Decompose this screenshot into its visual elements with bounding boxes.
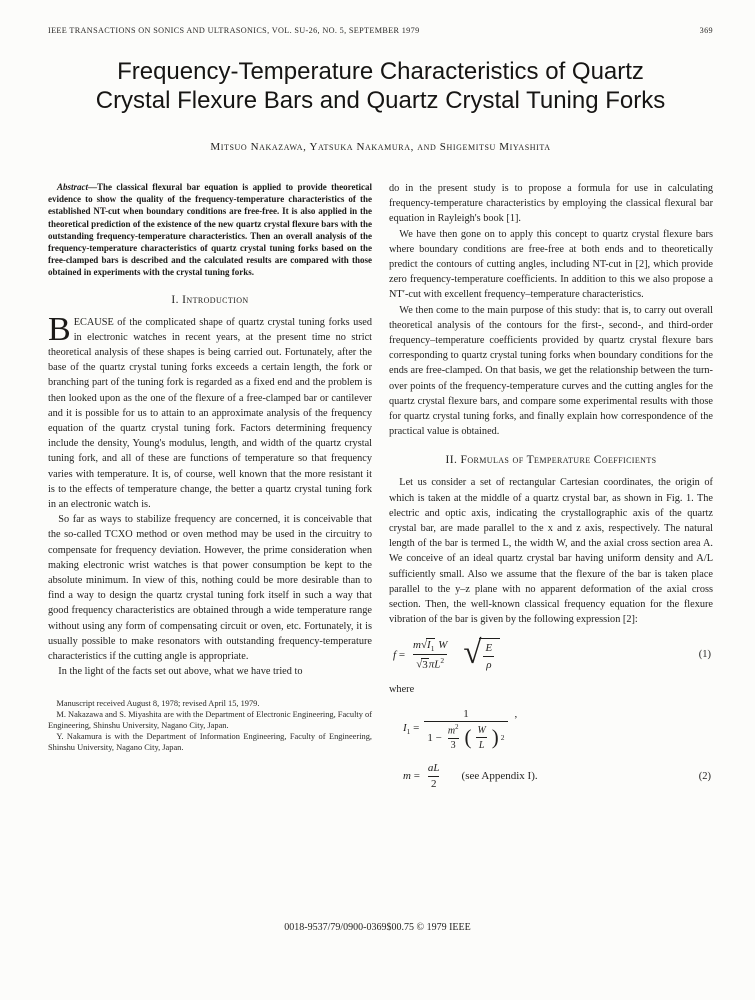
variable-I: I [427, 638, 431, 651]
equation-number: (1) [698, 648, 711, 660]
footnote-line: M. Nakazawa and S. Miyashita are with the Department of Electronic Engineering, Faculty of Engineering, Shinshu University, Nagano City, Japan. [48, 709, 372, 730]
equation-I1-fraction [424, 708, 507, 751]
intro-paragraph-1 [48, 310, 372, 513]
denominator-lead: 1 − [427, 731, 442, 744]
equation-I1 [393, 708, 713, 751]
equals-sign: = [413, 722, 420, 735]
column-left [48, 181, 372, 801]
radical-sign: √ [420, 638, 427, 651]
page-number: 369 [699, 26, 713, 35]
journal-title: IEEE TRANSACTIONS ON SONICS AND ULTRASONICS, VOL. SU-26, NO. 5, SEPTEMBER 1979 [48, 26, 420, 35]
equation-1-lhs [393, 649, 405, 661]
copyright-line: 0018-9537/79/0900-0369$00.75 © 1979 IEEE [284, 922, 471, 933]
footnote-line: Manuscript received August 8, 1978; revised April 15, 1979. [56, 698, 260, 708]
radicand-I1 [426, 638, 435, 651]
footnote-line: Y. Nakamura is with the Department of Information Engineering, Faculty of Engineering, Shinshu University, Nagano City, Japan. [48, 732, 372, 753]
section-heading-formulas: II. Formulas of Temperature Coefficients [445, 454, 657, 467]
variable-m: m [403, 770, 411, 783]
variable-L: L [478, 739, 485, 751]
variable-m: m [413, 638, 421, 651]
variable-I: I [403, 722, 407, 735]
m-squared-over-3 [445, 724, 462, 751]
right-paragraph-1: do in the present study is to propose a formula for use in calculating frequency-temperature characteristics by employing the classical flexural bar equation in Rayleigh's book [1]. [389, 183, 713, 225]
variable-f: f [393, 648, 397, 661]
equation-1-fraction [410, 639, 450, 671]
variable-piL: πL [428, 658, 441, 671]
intro-paragraph-1-text: ECAUSE of the complicated shape of quartz crystal tuning forks used in electronic watches in recent years, at the present time no strict theoretical analysis of these shapes is being carried out. Fortunately, after the base of the quartz crystal tuning forks exceeds a certain length, the fork or branching part of the tuning fork is regarded as a fixed end and the problem is then looked upon as the one of the flexure of a free-clamped bar or cantilever and it is possible for us to attain to an approximate analysis of the frequency equation of the quartz crystal tuning fork. Factors determining frequency include the density, Young's modulus, length, and width of the quartz crystal tuning fork, and all of these are functions of temperature so that frequency varies with temperature. It is, of course, well known that the more resistant it is to the effects of temperature change, the better a quartz crystal tuning fork in an electronic watch is. [48, 316, 372, 511]
dropcap-letter: B [48, 310, 71, 348]
denominator-3: 3 [448, 738, 459, 752]
right-paragraph-3: We then come to the main purpose of this study: that is, to carry out overall theoretical analysis of the contours for the first-, second-, and third-order frequency–temperature coefficients provided by quartz crystal flexure bars corresponding to quartz crystal tuning forks when boundary conditions for the ends are free-clamped. On that basis, we get the relationship between the turn-over points of the frequency-temperature curves and the cutting angles for the quartz crystal flexure bars, and compare some experimental results with those for quartz crystal tuning forks, and finally explain how correspondence of the practical value is obtained. [389, 304, 713, 438]
equation-2-lhs [403, 770, 420, 782]
radicand-E-rho [479, 638, 500, 670]
paper-title: Frequency-Temperature Characteristics of Quartz Crystal Flexure Bars and Quartz Crystal Tuning Forks [95, 58, 666, 114]
two-column-body [48, 181, 713, 801]
equation-number: (2) [698, 770, 711, 782]
where-label: where [389, 683, 415, 695]
radical-sign: √ [463, 635, 482, 672]
numerator-1: 1 [463, 707, 469, 720]
authors-line: Mitsuo Nakazawa, Yatsuka Nakamura, and Shigemitsu Miyashita [210, 141, 551, 153]
abstract-label: Abstract [57, 182, 89, 192]
section-heading-introduction: I. Introduction [171, 293, 249, 306]
column-right [389, 181, 713, 801]
equals-sign: = [398, 648, 406, 661]
intro-paragraph-2: So far as ways to stabilize frequency are concerned, it is conceivable that the so-called TCXO method or oven method may be used in the circuitry to compensate for frequency deviation. However, the prime consideration when making electronic wrist watches is that power consumption be kept to the absolute minimum. In view of this, nothing could be more desirable than to find a way to design the quartz crystal tuning fork itself in such a way that good frequency characteristics are obtained through a wide temperature range without using any form of compensating circuit or oven, etc. Fortunately, it is usually possible to make resonators with outstanding frequency-temperature characteristics if the cutting angle is appropriate. [48, 514, 372, 663]
variable-m: m [447, 725, 456, 737]
equals-sign: = [413, 770, 420, 783]
variable-E: E [485, 642, 493, 655]
open-paren: ( [464, 725, 472, 750]
subscript-1: 1 [406, 727, 411, 737]
big-radical [463, 635, 500, 672]
comma: , [514, 707, 518, 720]
subscript-1: 1 [430, 643, 435, 653]
W-over-L [474, 725, 488, 751]
running-head [48, 26, 713, 35]
formulas-paragraph-1: Let us consider a set of rectangular Cartesian coordinates, the origin of which is taken at the middle of a quartz crystal bar, as shown in Fig. 1. The electric and optic axis, indicating the crystallographic axis of the quartz crystal bar, are made parallel to the x and z axis, respectively. The natural length of the bar is termed L, the width W, and the axial cross section area A. We conceive of an ideal quartz crystal bar having uniform density and A/L sufficiently small. Also we assume that the flexure of the bar is taken place parallel to the y–z plane with no apparent deformation of the axial cross section. Then, the well-known classical frequency equation for the flexure vibration of the bar is given by the following expression [2]: [389, 477, 713, 626]
equation-I1-lhs [403, 722, 419, 736]
variable-rho: ρ [486, 658, 492, 671]
first-page-footnote [48, 698, 372, 754]
superscript-2: 2 [440, 655, 445, 665]
appendix-note: (see Appendix I). [461, 770, 538, 783]
right-paragraph-2: We have then gone on to apply this concept to quartz crystal flexure bars where boundary conditions are free-free at both ends and to theoretically predict the contours of cutting angles, including NT-cut in [2], which provide zero frequency-temperature coefficients. In addition to this we also propose a NT′-cut with excellent frequency–temperature characteristics. [389, 228, 713, 301]
variable-W: W [438, 638, 448, 651]
denominator-2: 2 [428, 776, 440, 791]
close-paren: ) [491, 725, 499, 750]
equation-2 [393, 762, 713, 790]
variable-aL: aL [427, 762, 440, 775]
equation-2-fraction [425, 762, 443, 790]
intro-paragraph-3: In the light of the facts set out above, what we have tried to [58, 666, 303, 678]
equation-1 [393, 635, 713, 672]
abstract [48, 181, 372, 279]
superscript-2: 2 [500, 732, 505, 742]
radicand-3: 3 [422, 658, 428, 671]
variable-W: W [477, 724, 486, 736]
abstract-text: —The classical flexural bar equation is applied to provide theoretical evidence to show the quality of the frequency-temperature characteristics of the established NT-cut when boundary conditions are free-free. It is also applied in the theoretical prediction of the existence of the new quartz crystal flexure bars with the outstanding frequency-temperature characteristics. Then an overall analysis of the frequency-temperature characteristics of quartz crystal tuning forks based on the free-clamped bars is described and the calculated results are compared with those obtained in experiments with the crystal tuning forks. [48, 182, 372, 278]
radical-sign: √ [416, 658, 422, 671]
superscript-2: 2 [455, 723, 459, 731]
